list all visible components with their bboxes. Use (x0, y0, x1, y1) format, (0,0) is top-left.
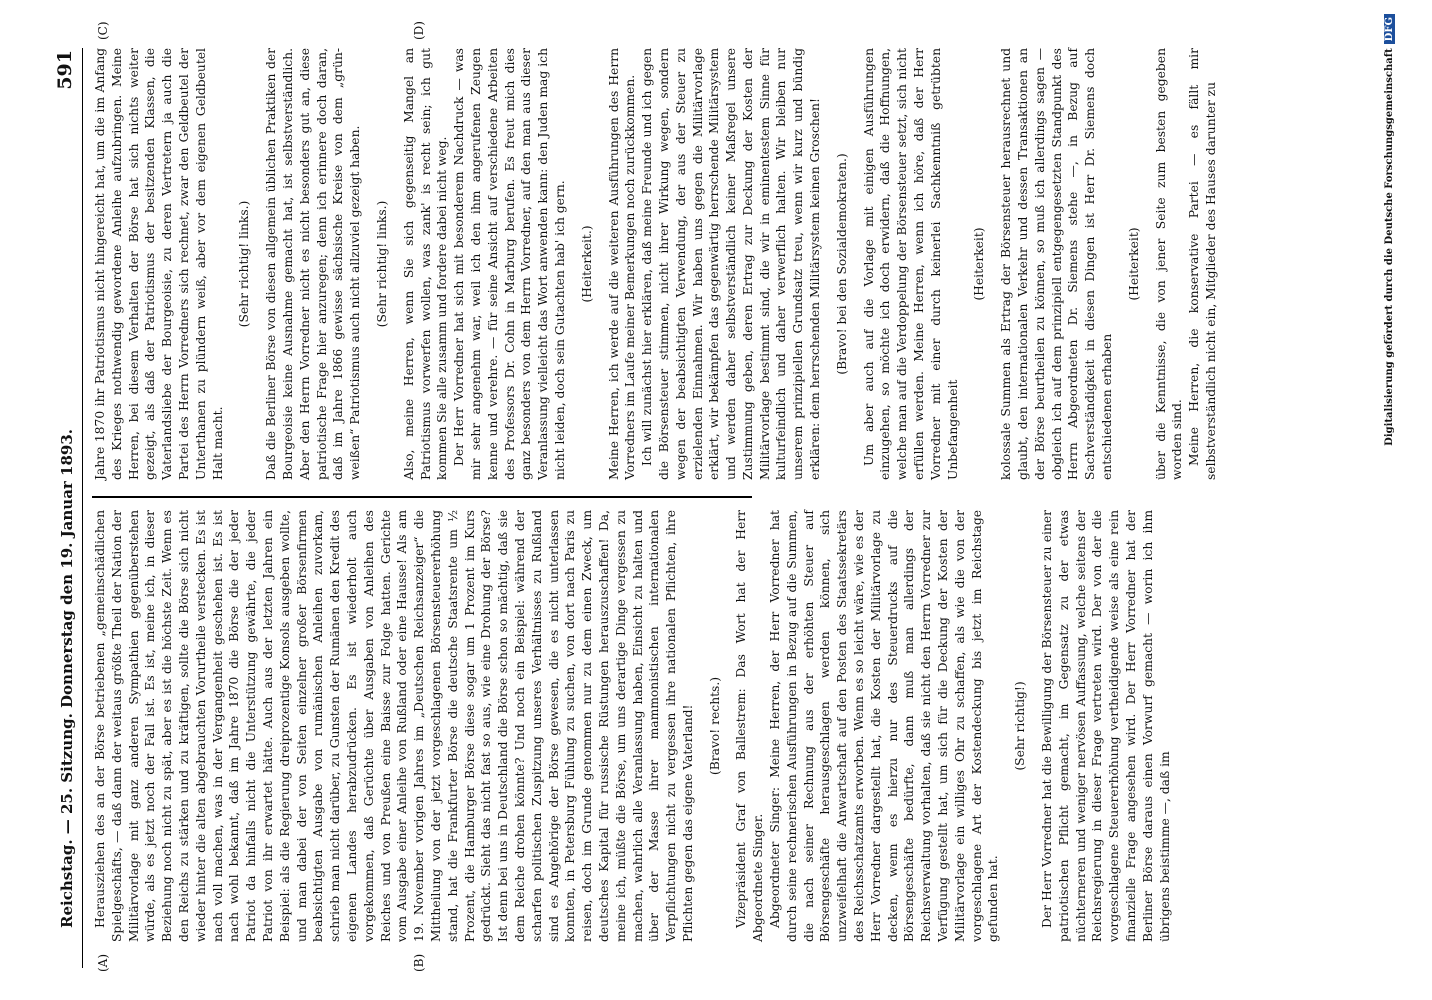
paragraph: Herausziehen des an der Börse betriebenen „gemeinschädlichen Spielgeschäfts, — daß dann der weitaus größte Theil der Nation der Militärvorlage mit ganz anderen Sympathien gegenüberstehen würde, als es jetzt noch der Fall ist. Es ist, meine ich, in dieser Beziehung noch nicht zu spät, aber es ist die höchste Zeit. Wenn es den Reichs zu stärken und zu kräftigen, sollte die Börse sich nicht wieder hinter die alten abgebrauchten Vorurtheile verstecken. Es ist nach voll machen, was in der Vergangenheit geschehen ist. Es ist nach wohl bekannt, daß im Jahre 1870 die Börse die der jeder Patriot da hinfalls nicht die Unterstützung gewährte, die jeder Patriot von ihr erwartet hätte. Auch aus der letzten Jahren ein Beispiel: als die Regierung dreiprozentige Konsols ausgeben wollte, und man dabei der von Seiten einzelner großer Börsenfirmen beabsichtigten Ausgabe von rumänischen Anleihen zuvorkam, schrieb man nicht darüber, zu Gunsten der Rumänen den Kredit des eigenen Landes herabzudrücken. Es ist wiederholt auch vorgekommen, daß Gerüchte über Ausgaben von Anleihen des Reiches und von Preußen eine Baisse zur Folge hatten. Gerichte vom Ausgabe einer Anleihe von Rußland oder eine Hausse! Als am 19. November vorigen Jahres im „Deutschen Reichsanzeiger“ die Mittheilung von der jetzt vorgeschlagenen Börsensteuererhöhung stand, hat die Frankfurter Börse die deutsche Staatsrente um ½ Prozent, die Hamburger Börse diese sogar um 1 Prozent im Kurs gedrückt. Sieht das nicht fast so aus, wie eine Drohung der Börse? Ist denn bei uns in Deutschland die Börse schon so mächtig, daß sie dem Reiche drohen könnte? Und noch ein Beispiel: während der scharfen politischen Zuspitzung unseres Verhältnisses zu Rußland sind es Angehörige der Börse gewesen, die es nicht unterlassen konnten, in Petersburg Fühlung zu suchen, von dort nach Paris zu reisen, doch im Grunde genommen nur zu dem einen Zweck, um deutsches Kapital für russische Rüstungen herauszuschaffen! Da, meine ich, müßte die Börse, um uns derartige Dinge vergessen zu machen, wahrlich alle Veranlassung haben, Einsicht zu halten und über der Masse ihrer mammonistischen internationalen Verpflichtungen nicht zu vergessen ihre nationalen Pflichten, ihre Pflichten gegen das eigene Vaterland! (93, 510, 695, 942)
stage-direction: (Heiterkeit.) (579, 225, 594, 303)
paragraph: Um aber auch auf die Vorlage mit einigen Ausführungen einzugehen, so möchte ich doch erwidern, daß die Hoffnungen, welche man auf die Verdoppelung der Börsensteuer setzt, sich nicht erfüllen werden. Meine Herren, wenn ich höre, daß der Herr Vorredner mit einer durch keinerlei Sachkenntniß getrübten Unbefangenheit (861, 48, 960, 480)
paragraph: Der Herr Vorredner hat sich mit besonderem Nachdruck — was mir sehr angenehm war, weil ich den ihm angerufenen Zeugen kenne und verehre. — für seine Ansicht auf verschiedene Arbeiten des Professors Dr. Cohn in Marburg berufen. Es freut mich dies ganz besonders von dem Herrn Vorredner, auf den man aus dieser Veranlassung vielleicht das Wort anwenden kann: den Juden mag ich nicht leiden, doch sein Gutachten hab' ich gern. (452, 48, 567, 480)
paragraph: Jahre 1870 ihr Patriotismus nicht hingereicht hat, um die im Anfang des Krieges nothwendig gewordene Anleihe aufzubringen. Meine Herren, bei diesem Verhalten der Börse hat sich nichts weiter gezeigt, als daß der Patriotismus der besitzenden Klassen, die Vaterlandsliebe der Bourgeoisie, zu deren Vertretern ja auch die Partei des Herrn Vorredners sich rechnet, zwar den Geldbeutel der Unterthanen zu plündern weiß, aber vor dem eigenen Geldbeutel Halt macht. (93, 48, 225, 480)
dfg-logo: DFG (1384, 14, 1395, 44)
margin-mark-a: (A) (96, 953, 110, 972)
stage-direction: (Sehr richtig! links.) (237, 200, 252, 328)
paragraph: Ich will zunächst hier erklären, daß meine Freunde und ich gegen die Börsensteuer stimmen, nicht ihrer Wirkung wegen, sondern wegen der beabsichtigten Verwendung, der aus der Steuer zu erzielenden Einnahmen. Wir haben uns gegen die Militärvorlage erklärt, wir bekämpfen das gegenwärtig herrschende Militärsystem und werden daher selbstverständlich keiner Maßregel unsere Zustimmung geben, deren Ertrag zur Deckung der Kosten der Militärvorlage bestimmt sind, die wir in eminentestem Sinne für kulturfeindlich und daher verwerflich halten. Wir bleiben nur unserem prinzipiellen Grundsatz treu, wenn wir kurz und bündig erklären: dem herrschenden Militärsystem keinen Groschen! (640, 48, 823, 480)
paragraph: Abgeordneter Singer: Meine Herren, der Herr Vorredner hat durch seine rechnerischen Ausführungen in Bezug auf die Summen, die nach seiner Rechnung aus der erhöhten Steuer auf Börsengeschäfte herausgeschlagen werden können, sich unzweifelhaft die Anwartschaft auf den Posten des Staatssekretärs des Reichsschatzamts erworben. Wenn es so leicht wäre, wie es der Herr Vorredner dargestellt hat, die Kosten der Militärvorlage zu decken, wenn es hierzu nur des Steuerdrucks auf die Börsengeschäfte bedürfte, dann muß man allerdings der Reichsverwaltung vorhalten, daß sie nicht den Herrn Vorredner zur Verfügung gestellt hat, um sich für die Deckung der Kosten der Militärvorlage ein williges Ohr zu schaffen, als wie die von der vorgeschlagene Art der Kostendeckung bis jetzt im Reichstage gefunden hat. (768, 510, 1001, 942)
margin-mark-d: (D) (412, 21, 426, 40)
right-text-column (92, 48, 1220, 480)
stage-direction: (Bravo! rechts.) (707, 676, 722, 776)
paragraph: Meine Herren, die konservative Partei — es fällt mir selbstverständlich nicht ein, Mitglieder des Hauses darunter zu (1187, 48, 1219, 480)
stage-direction: (Sehr richtig!) (1013, 681, 1028, 771)
paragraph: Meine Herren, ich werde auf die weiteren Ausführungen des Herrn Vorredners im Laufe meiner Bemerkungen noch zurückkommen. (606, 48, 638, 480)
running-head: Reichstag. — 25. Sitzung. Donnerstag den 19. Januar 1893. (58, 428, 76, 928)
scanned-page (12, 8, 1412, 992)
margin-mark-b: (B) (412, 953, 426, 972)
paragraph: Vizepräsident Graf von Ballestrem: Das Wort hat der Herr Abgeordnete Singer. (734, 510, 766, 942)
page-number: 591 (54, 50, 76, 90)
stage-direction: (Sehr richtig! links.) (374, 200, 389, 328)
stage-direction: (Heiterkeit) (1126, 227, 1141, 301)
stage-direction: (Heiterkeit) (972, 227, 987, 301)
paragraph: Also, meine Herren, wenn Sie sich gegenseitig Mangel an Patriotismus vorwerfen wollen, was zank' is recht sein; ich gut kommen Sie alle zusamm und fordere dabei nicht weg. (401, 48, 450, 480)
margin-mark-c: (C) (96, 21, 110, 40)
left-text-column (92, 510, 1173, 942)
paragraph: Der Herr Vorredner hat die Bewilligung der Börsensteuer zu einer patriotischen Pflicht gemacht, im Gegensatz zu der etwas nüchterneren und weniger nervösen Auffassung, welche seitens der Reichsregierung in dieser Frage vertreten wird. Der von der die vorgeschlagene Steuererhöhung vertheidigende weise als eine rein finanzielle Frage angesehen wird. Der Herr Vorredner hat der Berliner Börse daraus einen Vorwurf gemacht — worin ich ihm übrigens beistimme —, daß im (1040, 510, 1172, 942)
column-divider (92, 497, 752, 499)
page-header (40, 48, 83, 968)
paragraph: Daß die Berliner Börse von diesen allgemein üblichen Praktiken der Bourgeoisie keine Ausnahme gemacht hat, ist selbstverständlich. Aber den Herrn Vorredner nicht es nicht besonders gut an, diese patriotische Frage hier anzuregen; denn ich erinnere doch daran, daß im Jahre 1866 gewisse sächsische Kreise von dem „grün-weißen“ Patriotismus auch nicht allzuviel gezeigt haben. (264, 48, 363, 480)
paragraph: über die Kenntnisse, die von jener Seite zum besten gegeben worden sind. (1153, 48, 1185, 480)
paragraph: kolossale Summen als Ertrag der Börsensteuer herausrechnet und glaubt, den internationalen Verkehr und dessen Transaktionen an der Börse beurtheilen zu können, so muß ich allerdings sagen — obgleich ich auf dem prinzipiell entgegengesetzten Standpunkt des Herrn Abgeordneten Dr. Siemens stehe —, in Bezug auf Sachverständigkeit in diesen Dingen ist Herr Dr. Siemens doch entschiedenen erhaben (999, 48, 1115, 480)
digitization-note: Digitalisierung gefördert durch die Deutsche Forschungsgemeinschaft (1384, 48, 1395, 446)
stage-direction: (Bravo! bei den Sozialdemokraten.) (834, 153, 849, 375)
